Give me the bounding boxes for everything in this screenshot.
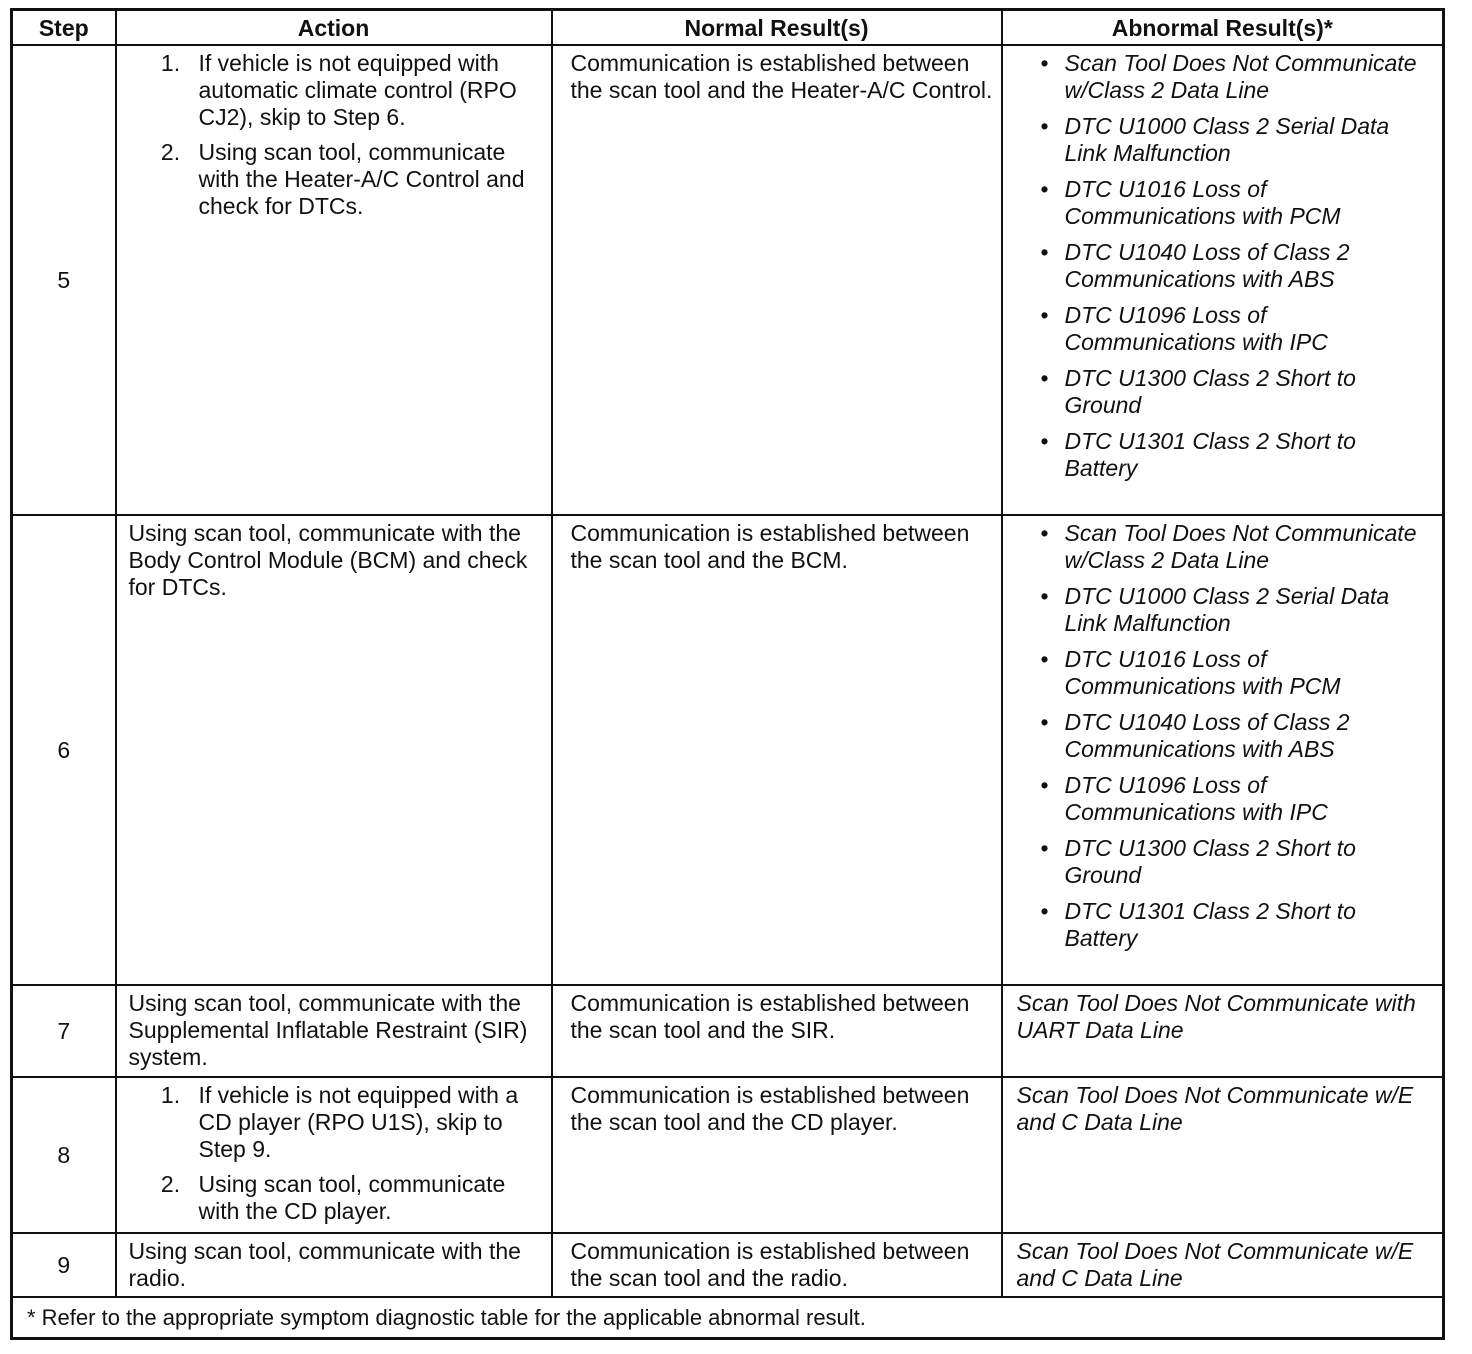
list-item <box>1040 239 1435 293</box>
list-item <box>1040 583 1435 637</box>
step-number: 5 <box>12 45 116 515</box>
header-step: Step <box>12 10 116 46</box>
normal-result-cell: Communication is established between the scan tool and the Heater-A/C Control. <box>552 45 1002 515</box>
footnote: * Refer to the appropriate symptom diagnostic table for the applicable abnormal result. <box>12 1297 1444 1339</box>
list-item <box>1040 772 1435 826</box>
bullet-icon: • <box>1040 50 1049 76</box>
table-row <box>12 1233 1444 1297</box>
bullet-icon: • <box>1040 583 1049 609</box>
bullet-icon: • <box>1040 709 1049 735</box>
bullet-icon: • <box>1040 302 1049 328</box>
action-cell: Using scan tool, communicate with the radio. <box>116 1233 552 1297</box>
bullet-icon: • <box>1040 646 1049 672</box>
list-item <box>1040 835 1435 889</box>
table-row <box>12 45 1444 515</box>
action-cell <box>116 1077 552 1233</box>
action-step: 2. Using scan tool, communicate with the CD player. <box>187 1171 543 1225</box>
action-steps-list <box>129 50 543 220</box>
bullet-icon: • <box>1040 835 1049 861</box>
action-cell: Using scan tool, communicate with the Body Control Module (BCM) and check for DTCs. <box>116 515 552 985</box>
abnormal-result-text: DTC U1096 Loss of Communications with IPC <box>1064 302 1328 355</box>
list-item <box>1040 176 1435 230</box>
abnormal-result-text: DTC U1000 Class 2 Serial Data Link Malfunction <box>1064 583 1390 636</box>
header-abnormal-results: Abnormal Result(s)* <box>1002 10 1444 46</box>
abnormal-result-cell <box>1002 515 1444 985</box>
header-action: Action <box>116 10 552 46</box>
table-row <box>12 515 1444 985</box>
footnote-row <box>12 1297 1444 1339</box>
list-item <box>1040 709 1435 763</box>
step-number: 7 <box>12 985 116 1077</box>
abnormal-results-list <box>1017 50 1435 482</box>
bullet-icon: • <box>1040 772 1049 798</box>
bullet-icon: • <box>1040 520 1049 546</box>
abnormal-results-list <box>1017 520 1435 952</box>
abnormal-result-text: DTC U1016 Loss of Communications with PCM <box>1064 646 1341 699</box>
table-row <box>12 1077 1444 1233</box>
bullet-icon: • <box>1040 428 1049 454</box>
table-header-row <box>12 10 1444 46</box>
diagnostic-table <box>10 8 1445 1340</box>
action-steps-list <box>129 1082 543 1225</box>
abnormal-result-text: DTC U1300 Class 2 Short to Ground <box>1064 365 1356 418</box>
action-step: 2. Using scan tool, communicate with the Heater-A/C Control and check for DTCs. <box>187 139 543 220</box>
normal-result-cell: Communication is established between the scan tool and the BCM. <box>552 515 1002 985</box>
bullet-icon: • <box>1040 239 1049 265</box>
step-number: 6 <box>12 515 116 985</box>
action-cell: Using scan tool, communicate with the Supplemental Inflatable Restraint (SIR) system. <box>116 985 552 1077</box>
list-item <box>1040 302 1435 356</box>
normal-result-cell: Communication is established between the scan tool and the SIR. <box>552 985 1002 1077</box>
diagnostic-table-sheet <box>10 8 1442 1340</box>
action-step: 1. If vehicle is not equipped with a CD player (RPO U1S), skip to Step 9. <box>187 1082 543 1163</box>
normal-result-cell: Communication is established between the scan tool and the CD player. <box>552 1077 1002 1233</box>
list-item <box>1040 428 1435 482</box>
bullet-icon: • <box>1040 176 1049 202</box>
abnormal-result-text: DTC U1016 Loss of Communications with PCM <box>1064 176 1341 229</box>
abnormal-result-text: DTC U1040 Loss of Class 2 Communications with ABS <box>1064 239 1350 292</box>
step-number: 8 <box>12 1077 116 1233</box>
list-item <box>1040 520 1435 574</box>
list-item <box>1040 113 1435 167</box>
abnormal-result-text: DTC U1040 Loss of Class 2 Communications with ABS <box>1064 709 1350 762</box>
list-item <box>1040 50 1435 104</box>
abnormal-result-cell: Scan Tool Does Not Communicate w/E and C Data Line <box>1002 1233 1444 1297</box>
abnormal-result-text: DTC U1301 Class 2 Short to Battery <box>1064 428 1356 481</box>
abnormal-result-cell <box>1002 45 1444 515</box>
abnormal-result-text: DTC U1096 Loss of Communications with IPC <box>1064 772 1328 825</box>
header-normal-results: Normal Result(s) <box>552 10 1002 46</box>
abnormal-result-text: DTC U1301 Class 2 Short to Battery <box>1064 898 1356 951</box>
table-row <box>12 985 1444 1077</box>
bullet-icon: • <box>1040 113 1049 139</box>
abnormal-result-text: Scan Tool Does Not Communicate w/Class 2 Data Line <box>1064 520 1417 573</box>
action-step: 1. If vehicle is not equipped with automatic climate control (RPO CJ2), skip to Step 6. <box>187 50 543 131</box>
bullet-icon: • <box>1040 365 1049 391</box>
abnormal-result-cell: Scan Tool Does Not Communicate with UART Data Line <box>1002 985 1444 1077</box>
list-item <box>1040 646 1435 700</box>
bullet-icon: • <box>1040 898 1049 924</box>
abnormal-result-text: DTC U1300 Class 2 Short to Ground <box>1064 835 1356 888</box>
step-number: 9 <box>12 1233 116 1297</box>
list-item <box>1040 365 1435 419</box>
list-item <box>1040 898 1435 952</box>
action-cell <box>116 45 552 515</box>
normal-result-cell: Communication is established between the scan tool and the radio. <box>552 1233 1002 1297</box>
abnormal-result-cell: Scan Tool Does Not Communicate w/E and C Data Line <box>1002 1077 1444 1233</box>
abnormal-result-text: Scan Tool Does Not Communicate w/Class 2 Data Line <box>1064 50 1417 103</box>
abnormal-result-text: DTC U1000 Class 2 Serial Data Link Malfunction <box>1064 113 1390 166</box>
